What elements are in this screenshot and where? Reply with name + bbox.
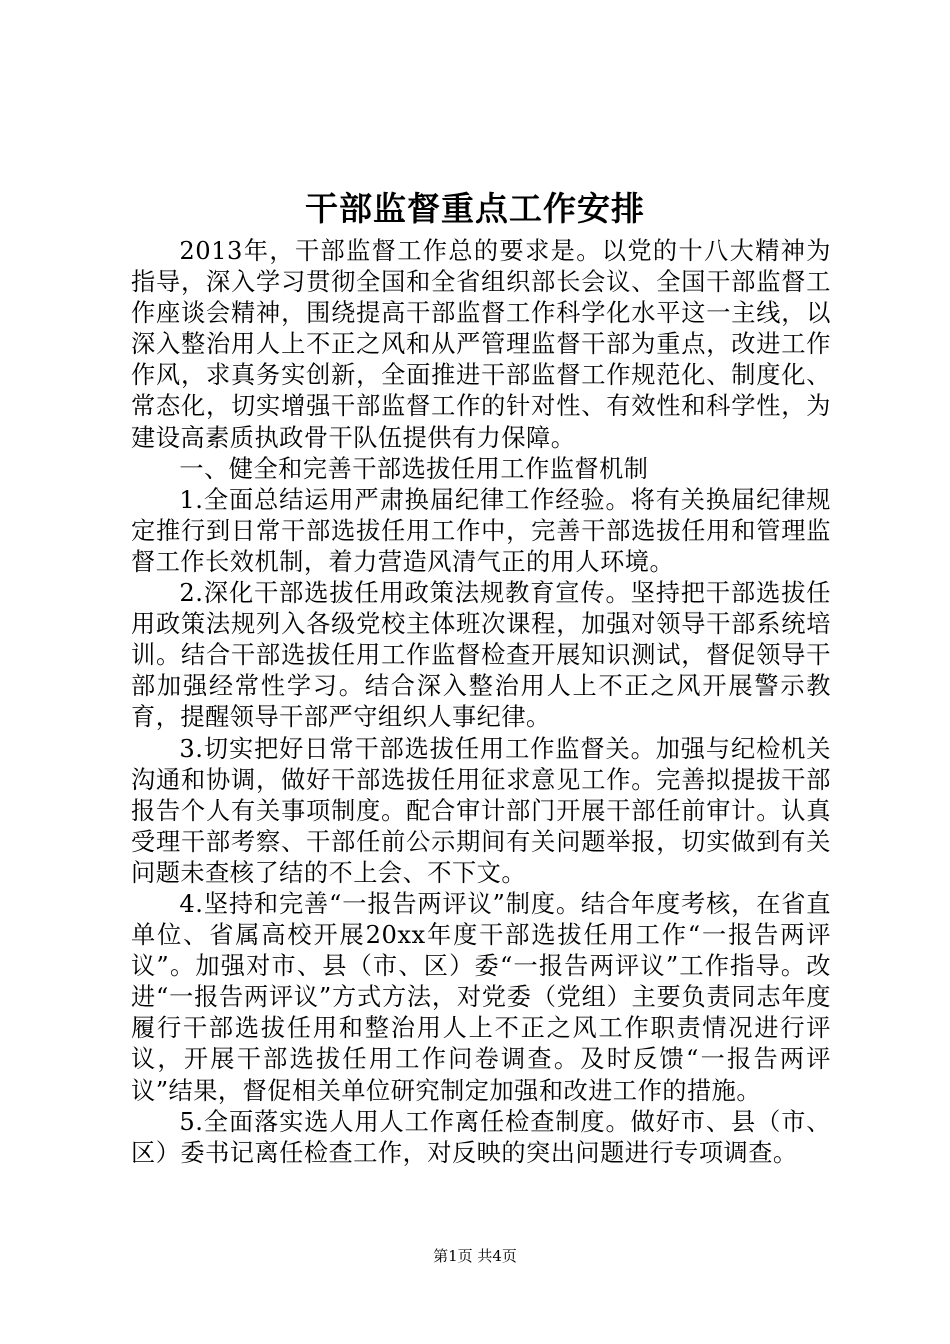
page-title: 干部监督重点工作安排: [305, 189, 645, 228]
document-body: [131, 236, 831, 1169]
paragraph-item-5: 5.全面落实选人用人工作离任检查制度。做好市、县（市、区）委书记离任检查工作，对反映的突出问题进行专项调查。: [131, 1107, 831, 1167]
paragraph-item-2: 2.深化干部选拔任用政策法规教育宣传。坚持把干部选拔任用政策法规列入各级党校主体班次课程，加强对领导干部系统培训。结合干部选拔任用工作监督检查开展知识测试，督促领导干部加强经常性学习。结合深入整治用人上不正之风开展警示教育，提醒领导干部严守组织人事纪律。: [131, 579, 831, 732]
page-footer: 第1页 共4页: [433, 1247, 517, 1265]
paragraph-item-3: 3.切实把好日常干部选拔任用工作监督关。加强与纪检机关沟通和协调，做好干部选拔任用征求意见工作。完善拟提拔干部报告个人有关事项制度。配合审计部门开展干部任前审计。认真受理干部考察、干部任前公示期间有关问题举报，切实做到有关问题未查核了结的不上会、不下文。: [131, 734, 831, 887]
paragraph-intro: 2013年，干部监督工作总的要求是。以党的十八大精神为指导，深入学习贯彻全国和全省组织部长会议、全国干部监督工作座谈会精神，围绕提高干部监督工作科学化水平这一主线，以深入整治用人上不正之风和从严管理监督干部为重点，改进工作作风，求真务实创新，全面推进干部监督工作规范化、制度化、常态化，切实增强干部监督工作的针对性、有效性和科学性，为建设高素质执政骨干队伍提供有力保障。: [131, 237, 831, 452]
section-heading-1: 一、健全和完善干部选拔任用工作监督机制: [179, 454, 649, 483]
paragraph-item-4: 4.坚持和完善“一报告两评议”制度。结合年度考核，在省直单位、省属高校开展20xx年度干部选拔任用工作“一报告两评议”。加强对市、县（市、区）委“一报告两评议”工作指导。改进“一报告两评议”方式方法，对党委（党组）主要负责同志年度履行干部选拔任用和整治用人上不正之风工作职责情况进行评议，开展干部选拔任用工作问卷调查。及时反馈“一报告两评议”结果，督促相关单位研究制定加强和改进工作的措施。: [131, 889, 831, 1105]
paragraph-item-1: 1.全面总结运用严肃换届纪律工作经验。将有关换届纪律规定推行到日常干部选拔任用工作中，完善干部选拔任用和管理监督工作长效机制，着力营造风清气正的用人环境。: [131, 485, 831, 576]
